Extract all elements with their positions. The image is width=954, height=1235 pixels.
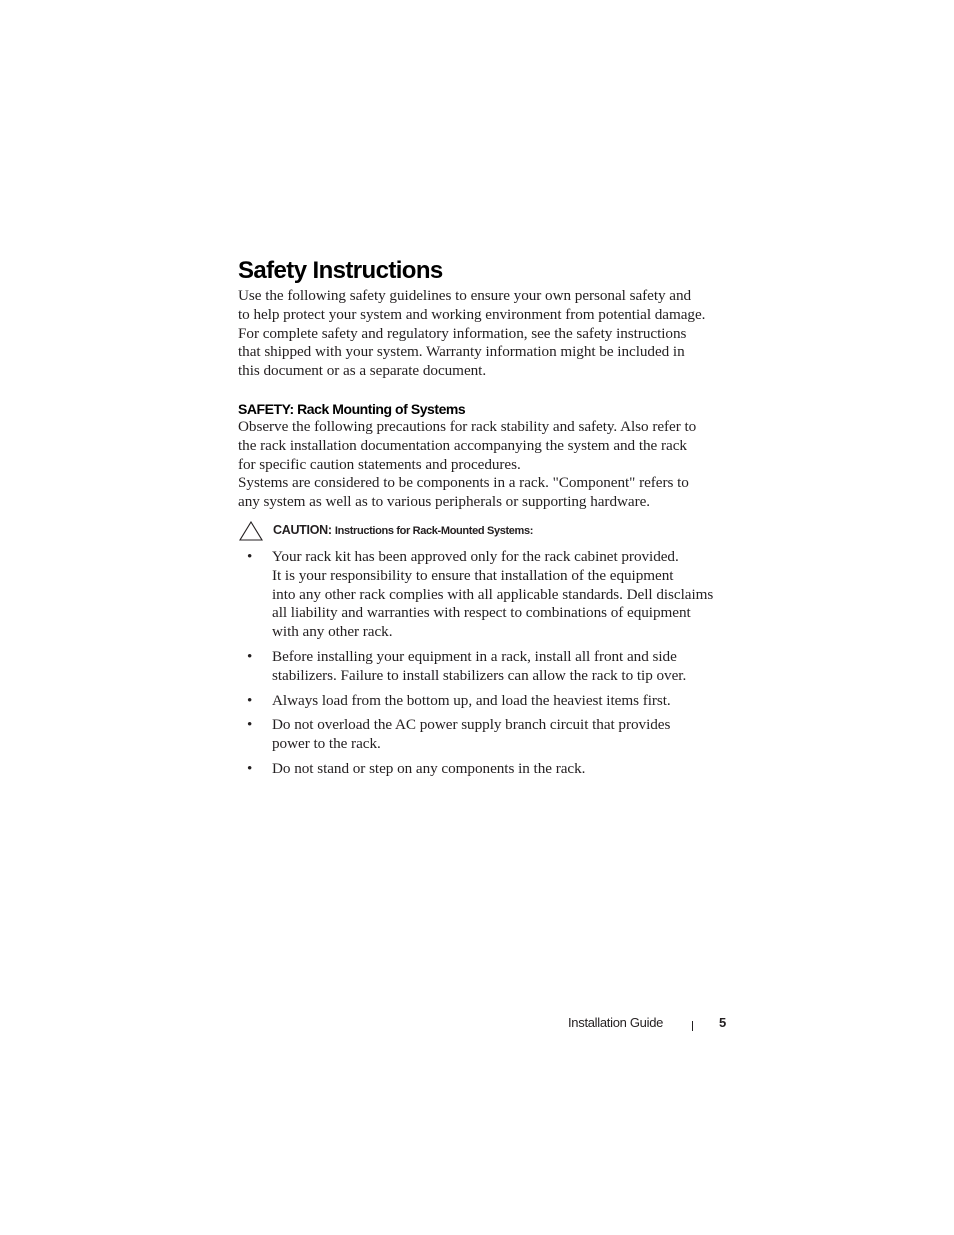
caution-triangle-icon xyxy=(239,521,263,541)
list-item-line: Always load from the bottom up, and load the heaviest items first. xyxy=(272,691,671,709)
bullet-icon: • xyxy=(247,647,253,665)
bullet-icon: • xyxy=(247,716,253,734)
page-title: Safety Instructions xyxy=(238,257,443,284)
list-item-line: all liability and warranties with respect to combinations of equipment xyxy=(272,604,691,622)
list-item-line: Your rack kit has been approved only for the rack cabinet provided. xyxy=(272,547,679,565)
components-line: Systems are considered to be components in a rack. "Component" refers to xyxy=(238,474,689,492)
list-item-line: Before installing your equipment in a rack, install all front and side xyxy=(272,647,677,665)
footer-guide-title: Installation Guide xyxy=(568,1015,664,1030)
page-footer xyxy=(568,1015,738,1035)
intro-paragraph xyxy=(238,287,738,381)
list-item-line: stabilizers. Failure to install stabilizers can allow the rack to tip over. xyxy=(272,666,687,684)
page-number: 5 xyxy=(719,1015,726,1030)
list-item-line: power to the rack. xyxy=(272,735,381,753)
components-paragraph xyxy=(238,474,738,512)
footer-divider xyxy=(692,1021,693,1031)
list-item xyxy=(238,760,738,779)
list-item xyxy=(238,648,738,686)
list-item-line: Do not overload the AC power supply branch circuit that provides xyxy=(272,716,671,734)
intro-line: that shipped with your system. Warranty information might be included in xyxy=(238,343,685,361)
bullet-icon: • xyxy=(247,691,253,709)
precautions-line: for specific caution statements and procedures. xyxy=(238,455,521,473)
caution-bullet-list xyxy=(238,548,738,779)
list-item-line: Do not stand or step on any components in the rack. xyxy=(272,759,586,777)
list-item xyxy=(238,548,738,642)
caution-label-wrap xyxy=(273,522,533,539)
list-item xyxy=(238,692,738,711)
precautions-line: Observe the following precautions for rack stability and safety. Also refer to xyxy=(238,417,697,435)
bullet-icon: • xyxy=(247,759,253,777)
intro-line: this document or as a separate document. xyxy=(238,362,487,380)
page-content xyxy=(238,255,738,785)
intro-line: to help protect your system and working environment from potential damage. xyxy=(238,305,706,323)
list-item-line: into any other rack complies with all applicable standards. Dell disclaims xyxy=(272,585,714,603)
caution-label: CAUTION: xyxy=(273,522,332,537)
section-heading: SAFETY: Rack Mounting of Systems xyxy=(238,400,466,417)
caution-notice xyxy=(238,520,738,542)
caution-text: Instructions for Rack-Mounted Systems: xyxy=(334,524,534,537)
bullet-icon: • xyxy=(247,547,253,565)
list-item xyxy=(238,716,738,754)
precautions-line: the rack installation documentation accompanying the system and the rack xyxy=(238,436,687,454)
precautions-paragraph xyxy=(238,418,738,474)
list-item-line: with any other rack. xyxy=(272,623,393,641)
components-line: any system as well as to various peripherals or supporting hardware. xyxy=(238,493,651,511)
intro-line: For complete safety and regulatory information, see the safety instructions xyxy=(238,324,687,342)
list-item-line: It is your responsibility to ensure that installation of the equipment xyxy=(272,566,674,584)
intro-line: Use the following safety guidelines to ensure your own personal safety and xyxy=(238,287,692,304)
